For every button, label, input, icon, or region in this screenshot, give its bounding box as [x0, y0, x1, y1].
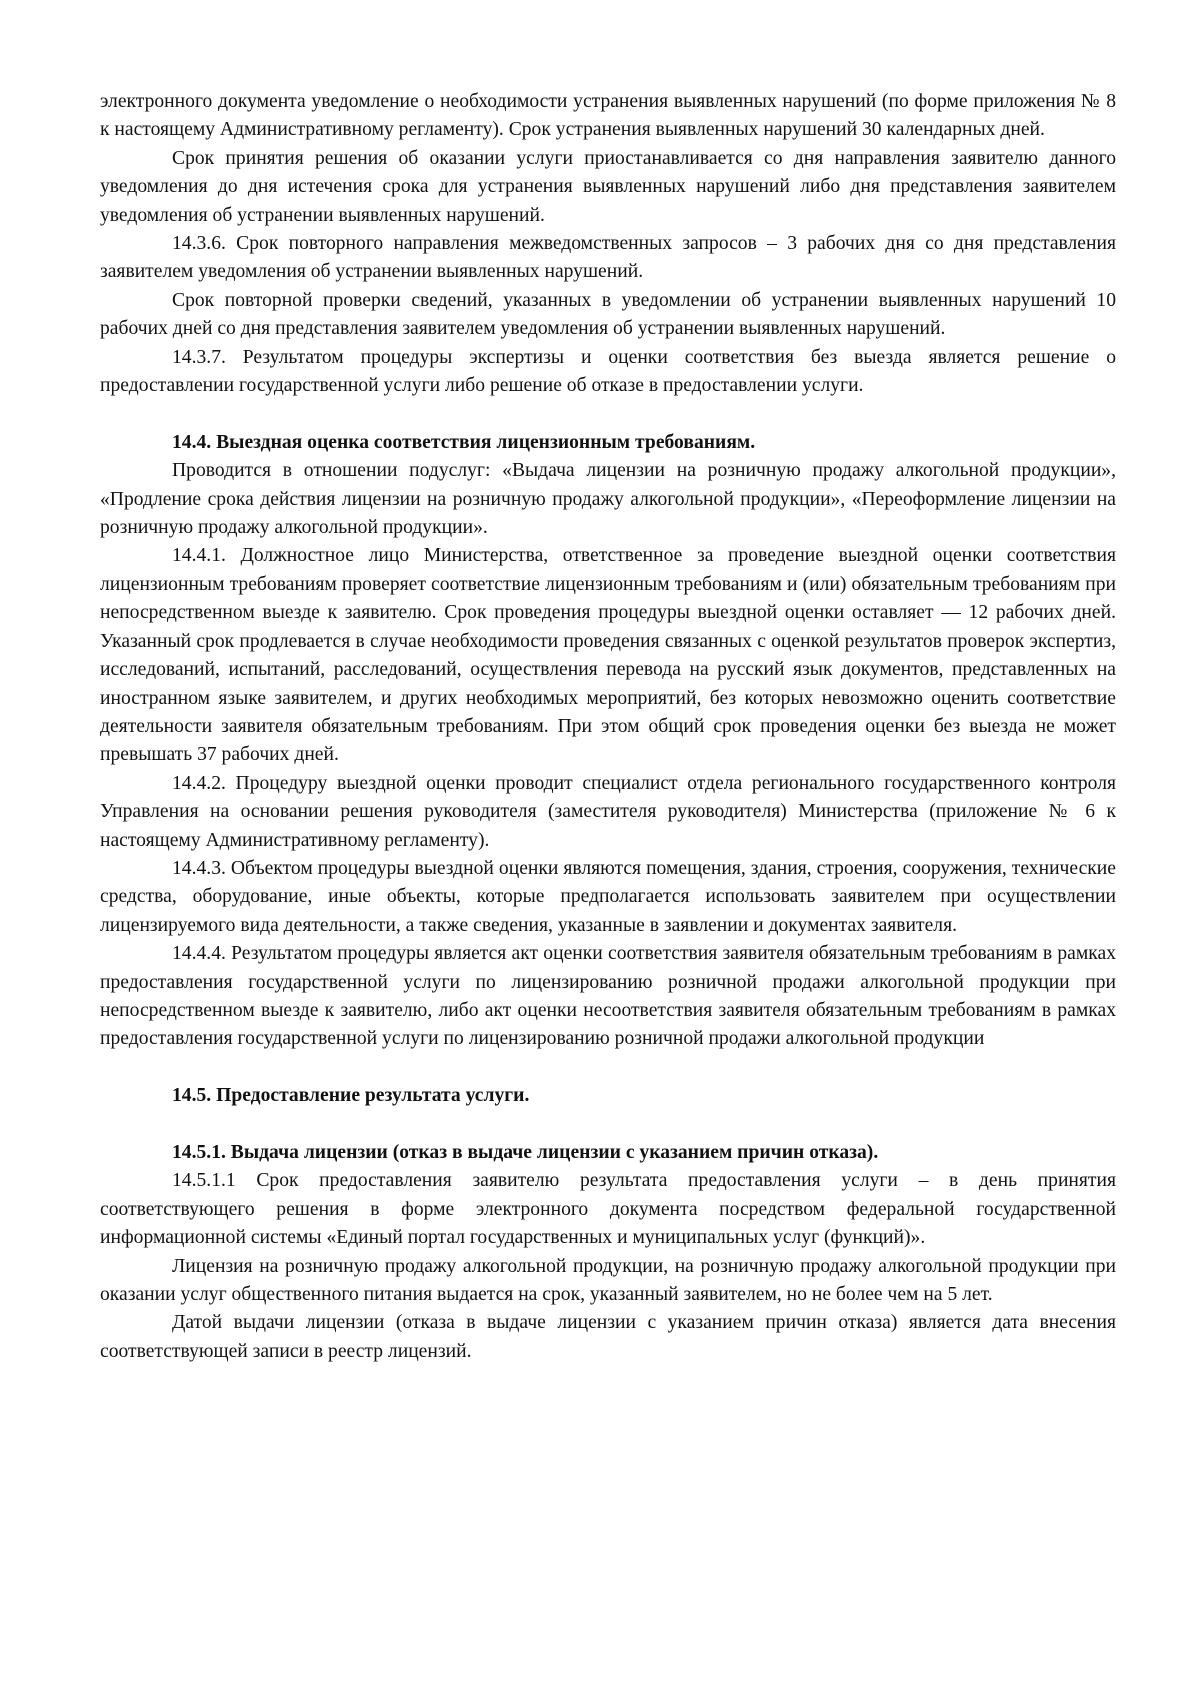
- paragraph: 14.5.1.1 Срок предоставления заявителю результата предоставления услуги – в день принятия соответствующего решения в форме электронного документа посредством федеральной государственной информационной системы «Единый портал государственных и муниципальных услуг (функций)».: [100, 1170, 1116, 1249]
- paragraph: Проводится в отношении подуслуг: «Выдача лицензии на розничную продажу алкогольной продукции», «Продление срока действия лицензии на розничную продажу алкогольной продукции», «Переоформление лицензии на розничную продажу алкогольной продукции».: [100, 460, 1116, 539]
- section-heading-14-5: 14.5. Предоставление результата услуги.: [172, 1085, 530, 1107]
- spacer: [100, 400, 1116, 428]
- section-heading-14-5-1: 14.5.1. Выдача лицензии (отказ в выдаче лицензии с указанием причин отказа).: [172, 1141, 879, 1163]
- paragraph: 14.4.1. Должностное лицо Министерства, ответственное за проведение выездной оценки соответствия лицензионным требованиям проверяет соответствие лицензионным требованиям и (или) обязательным требованиям при непосредственном выезде к заявителю. Срок проведения процедуры выездной оценки оставляет — 12 рабочих дней. Указанный срок продлевается в случае необходимости проведения связанных с оценкой результатов проверок экспертиз, исследований, испытаний, расследований, осуществления перевода на русский язык документов, представленных на иностранном языке заявителем, и других необходимых мероприятий, без которых невозможно оценить соответствие деятельности заявителя обязательным требованиям. При этом общий срок проведения оценки без выезда не может превышать 37 рабочих дней.: [100, 545, 1116, 766]
- paragraph: Датой выдачи лицензии (отказа в выдаче лицензии с указанием причин отказа) является дата внесения соответствующей записи в реестр лицензий.: [100, 1312, 1116, 1362]
- spacer: [100, 1111, 1116, 1139]
- paragraph: 14.4.4. Результатом процедуры является акт оценки соответствия заявителя обязательным требованиям в рамках предоставления государственной услуги по лицензированию розничной продажи алкогольной продукции при непосредственном выезде к заявителю, либо акт оценки несоответствия заявителя обязательным требованиям в рамках предоставления государственной услуги по лицензированию розничной продажи алкогольной продукции: [100, 943, 1116, 1050]
- spacer: [100, 1054, 1116, 1082]
- paragraph: 14.4.2. Процедуру выездной оценки проводит специалист отдела регионального государственного контроля Управления на основании решения руководителя (заместителя руководителя) Министерства (приложение № 6 к настоящему Административному регламенту).: [100, 772, 1116, 851]
- paragraph: Срок принятия решения об оказании услуги приостанавливается со дня направления заявителю данного уведомления до дня истечения срока для устранения выявленных нарушений либо дня представления заявителем уведомления об устранении выявленных нарушений.: [100, 147, 1116, 226]
- paragraph: 14.4.3. Объектом процедуры выездной оценки являются помещения, здания, строения, сооружения, технические средства, оборудование, иные объекты, которые предполагается использовать заявителем при осуществлении лицензируемого вида деятельности, а также сведения, указанные в заявлении и документах заявителя.: [100, 857, 1116, 936]
- paragraph: Срок повторной проверки сведений, указанных в уведомлении об устранении выявленных нарушений 10 рабочих дней со дня представления заявителем уведомления об устранении выявленных нарушений.: [100, 289, 1116, 340]
- section-heading-14-4: 14.4. Выездная оценка соответствия лицензионным требованиям.: [172, 431, 756, 453]
- paragraph: электронного документа уведомление о необходимости устранения выявленных нарушений (по форме приложения № 8 к настоящему Административному регламенту). Срок устранения выявленных нарушений 30 календарных дней.: [100, 91, 1116, 141]
- document-page: [100, 88, 1116, 1366]
- paragraph: 14.3.7. Результатом процедуры экспертизы и оценки соответствия без выезда является решение о предоставлении государственной услуги либо решение об отказе в предоставлении услуги.: [100, 346, 1116, 397]
- paragraph: Лицензия на розничную продажу алкогольной продукции, на розничную продажу алкогольной продукции при оказании услуг общественного питания выдается на срок, указанный заявителем, но не более чем на 5 лет.: [100, 1255, 1116, 1306]
- paragraph: 14.3.6. Срок повторного направления межведомственных запросов – 3 рабочих дня со дня представления заявителем уведомления об устранении выявленных нарушений.: [100, 233, 1116, 283]
